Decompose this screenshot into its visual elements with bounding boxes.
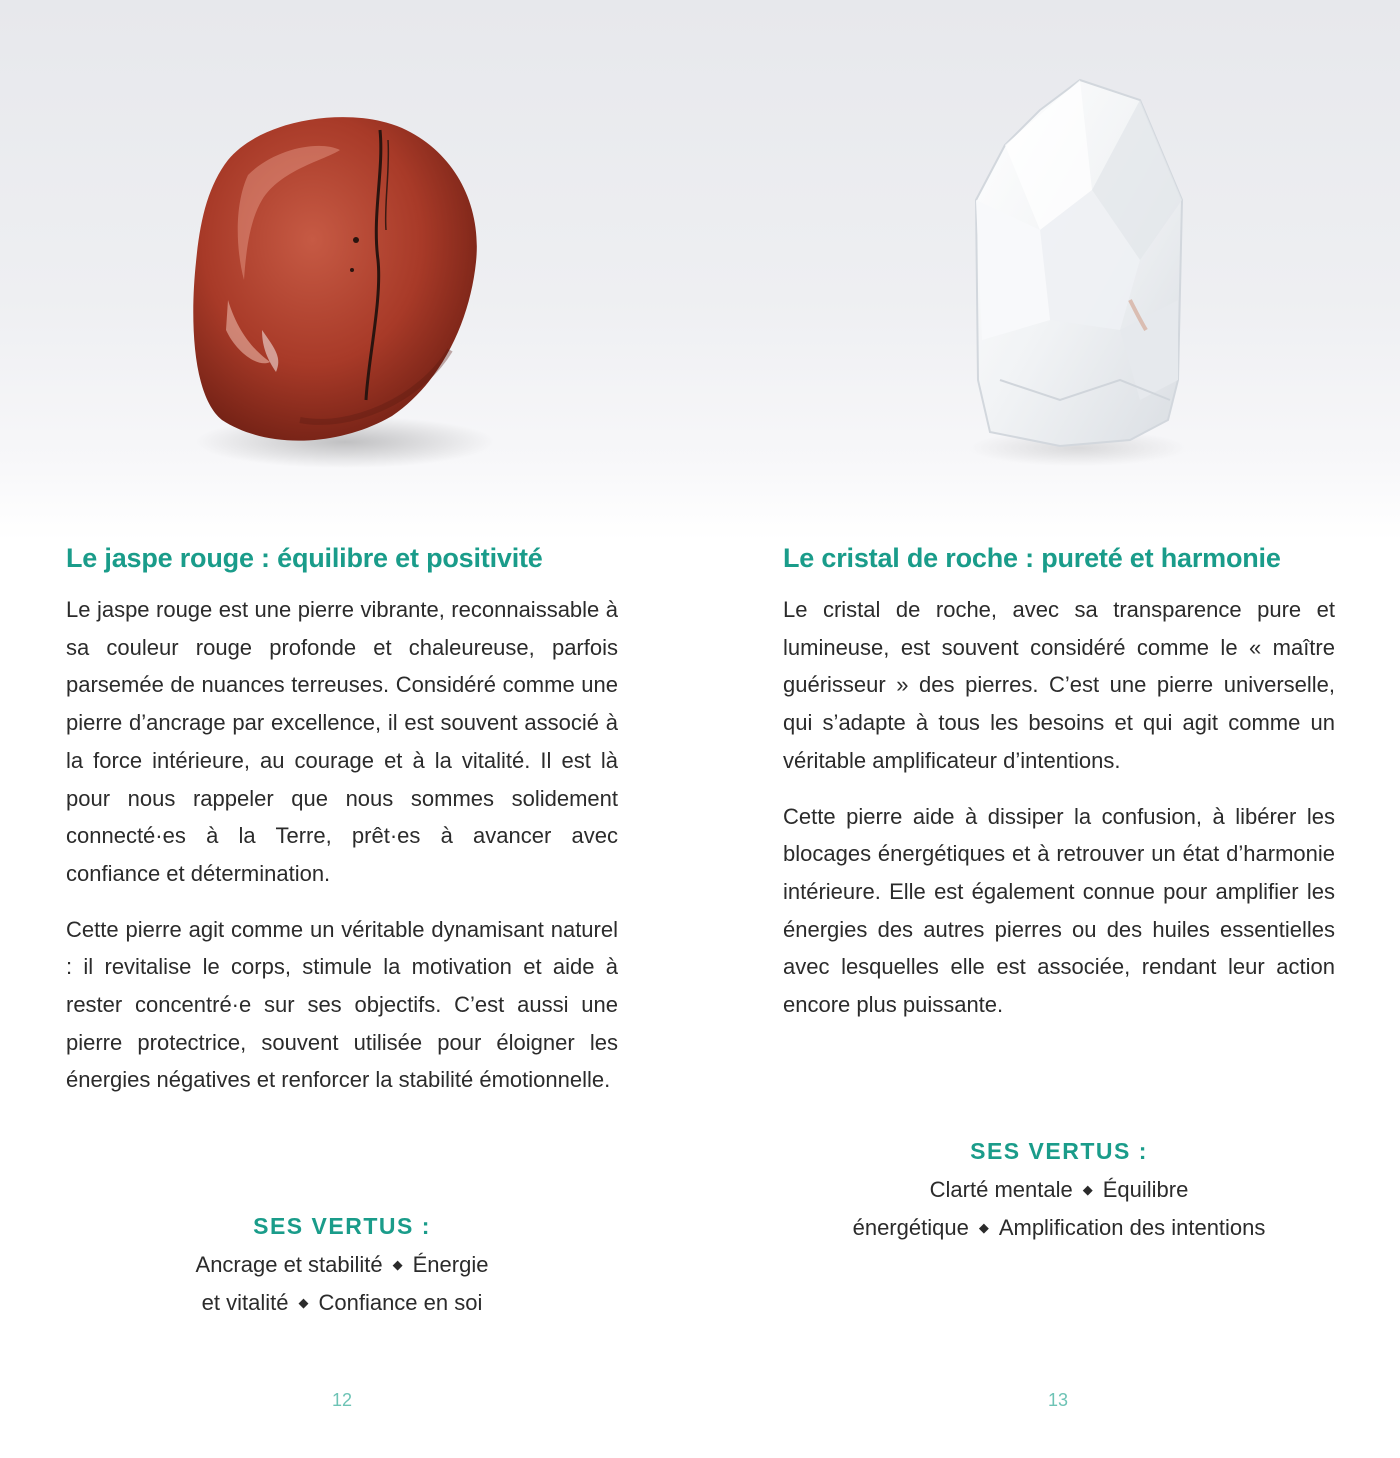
vertu-item: Amplification des intentions [998, 1214, 1266, 1240]
page-title: Le cristal de roche : pureté et harmonie [783, 543, 1281, 573]
vertu-item: énergétique [852, 1214, 969, 1240]
vertus-line [783, 1171, 1335, 1209]
diamond-separator-icon: ◆ [978, 1219, 989, 1235]
quartz-crystal-icon [700, 0, 1400, 540]
vertu-item: Équilibre [1102, 1177, 1189, 1202]
vertus-section [66, 1206, 618, 1321]
vertus-line [783, 1209, 1335, 1247]
vertu-item: Ancrage et stabilité [195, 1252, 383, 1277]
body-text [783, 591, 1335, 1042]
paragraph: Cette pierre agit comme un véritable dynamisant naturel : il revitalise le corps, stimule la motivation et aide à rester concentré·e sur ses objectifs. C’est aussi une pierre protectrice, souvent utilisée pour éloigner les énergies négatives et renforcer la stabilité émotionnelle. [66, 916, 618, 1093]
body-text [66, 591, 618, 1117]
paragraph: Le cristal de roche, avec sa transparence pure et lumineuse, est souvent considéré comme le « maître guérisseur » des pierres. C’est une pierre universelle, qui s’adapte à tous les besoins et qui agit comme un véritable amplificateur d’intentions. [783, 597, 1335, 773]
vertu-item: Clarté mentale [929, 1177, 1073, 1202]
vertu-item: Énergie [412, 1252, 489, 1277]
diamond-separator-icon: ◆ [298, 1294, 309, 1310]
vertu-item: et vitalité [201, 1289, 289, 1315]
paragraph: Cette pierre aide à dissiper la confusion, à libérer les blocages énergétiques et à retrouver un état d’harmonie intérieure. Elle est également connue pour amplifier les énergies des autres pierres ou des huiles essentielles avec lesquelles elle est associée, rendant leur action encore plus puissante. [783, 803, 1335, 1018]
vertus-title: SES VERTUS : [970, 1138, 1148, 1164]
vertus-line [66, 1284, 618, 1322]
vertu-item: Confiance en soi [318, 1289, 483, 1315]
rock-crystal-photo [700, 0, 1400, 540]
diamond-separator-icon: ◆ [392, 1257, 403, 1272]
page-number: 12 [331, 1390, 353, 1410]
paragraph: Le jaspe rouge est une pierre vibrante, reconnaissable à sa couleur rouge profonde et chaleureuse, parfois parsemée de nuances terreuses. Considéré comme une pierre d’ancrage par excellence, il est souvent associé à la force intérieure, au courage et à la vitalité. Il est là pour nous rappeler que nous sommes solidement connecté·es à la Terre, prêt·es à avancer avec confiance et détermination. [66, 597, 618, 886]
red-jasper-photo [0, 0, 700, 540]
vertus-line [66, 1246, 618, 1284]
page-title: Le jaspe rouge : équilibre et positivité [66, 543, 543, 573]
vertus-title: SES VERTUS : [253, 1213, 431, 1239]
red-jasper-stone-icon [0, 0, 700, 540]
page-right [700, 0, 1400, 1458]
page-number: 13 [1047, 1390, 1069, 1410]
diamond-separator-icon: ◆ [1082, 1182, 1093, 1197]
vertus-section [783, 1131, 1335, 1246]
